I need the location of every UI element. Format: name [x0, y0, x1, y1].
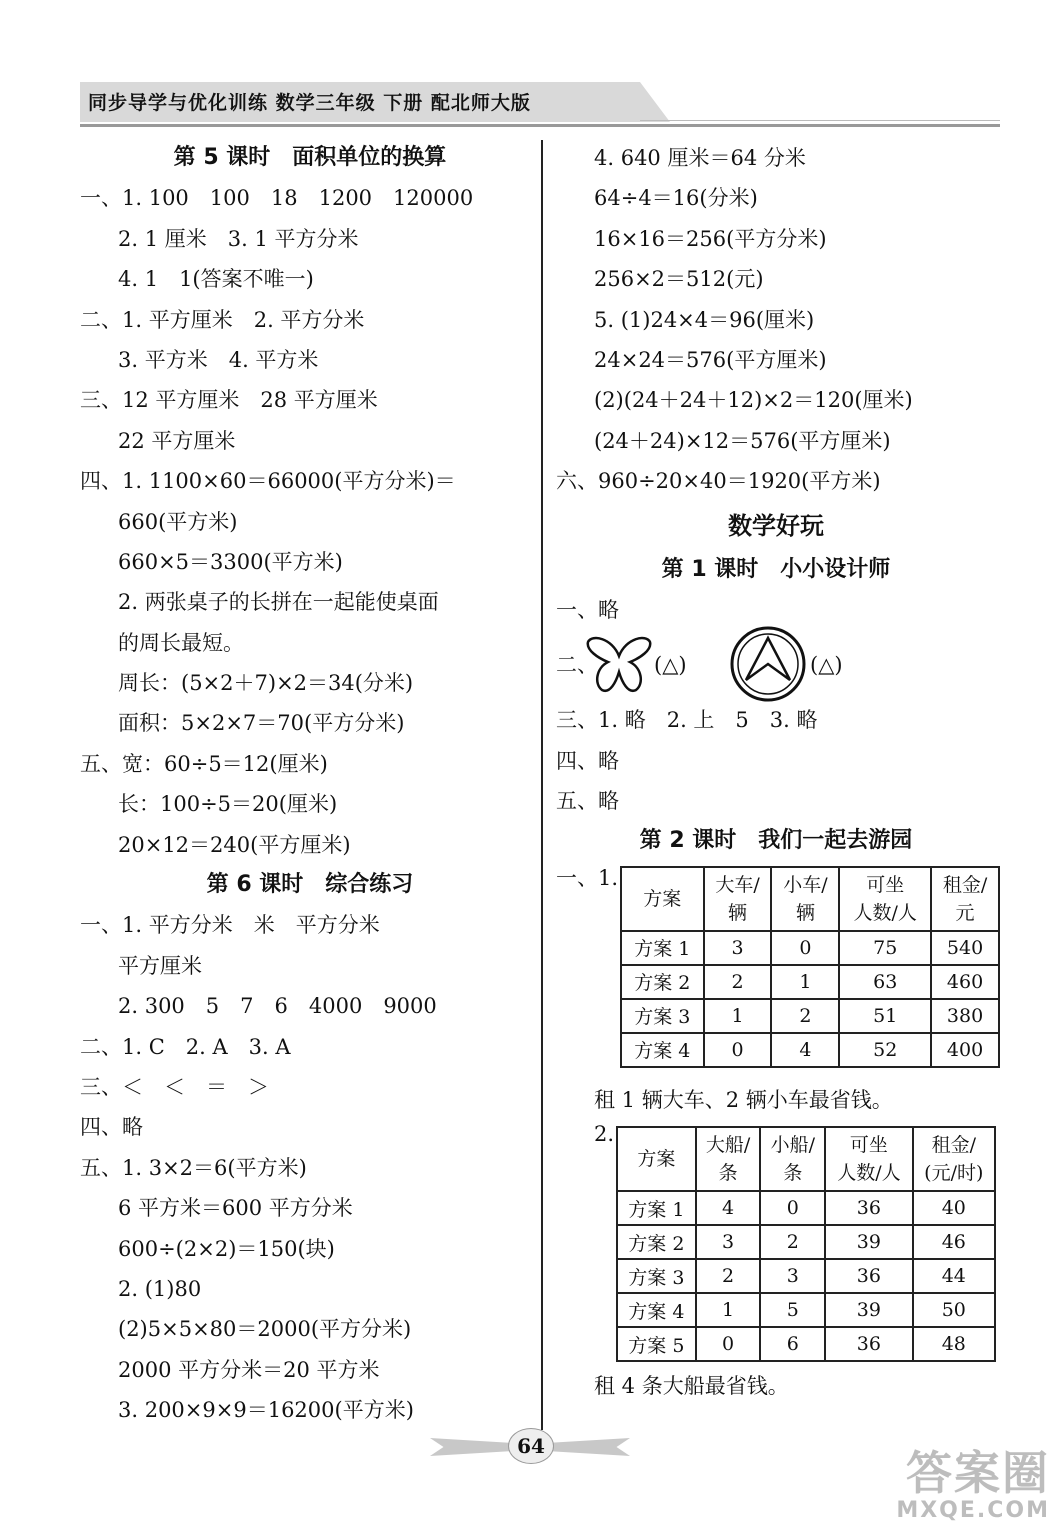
page-header	[80, 80, 1000, 126]
table-cell: 36	[825, 1259, 912, 1293]
table-cell: 方案 5	[617, 1327, 696, 1361]
table-header-cell: 租金/ 元	[931, 867, 999, 931]
answer-line: 6 平方米＝600 平方分米	[118, 1196, 353, 1221]
symmetry-answer-1: (△)	[654, 653, 687, 678]
answer-line: 3. 平方米 4. 平方米	[118, 347, 319, 372]
table-cell: 380	[931, 999, 999, 1033]
table-row	[617, 1259, 995, 1293]
header-title: 同步导学与优化训练 数学三年级 下册 配北师大版	[88, 92, 531, 114]
circle-arrow-icon	[728, 624, 808, 704]
table-cell: 540	[931, 931, 999, 965]
page-footer	[430, 1428, 630, 1464]
answer-line: 600÷(2×2)＝150(块)	[118, 1236, 335, 1261]
watermark-brand: 答案圈	[906, 1446, 1050, 1500]
table-header-cell: 小车/ 辆	[771, 867, 839, 931]
answer-line: (2)5×5×80＝2000(平方分米)	[118, 1317, 412, 1342]
answer-line: 租 1 辆大车、2 辆小车最省钱。	[594, 1087, 893, 1112]
page-number: 64	[508, 1428, 554, 1464]
answer-line: 租 4 条大船最省钱。	[594, 1374, 789, 1399]
table-cell: 1	[704, 999, 772, 1033]
table-header-cell: 大车/ 辆	[704, 867, 772, 931]
table-cell: 51	[839, 999, 931, 1033]
table2-block	[556, 1122, 996, 1356]
table-cell: 方案 3	[617, 1259, 696, 1293]
answer-line: 周长：(5×2＋7)×2＝34(分米)	[118, 671, 414, 696]
table-header-cell: 可坐 人数/人	[839, 867, 931, 931]
table-cell: 3	[696, 1225, 761, 1259]
table-header-cell: 方案	[621, 867, 704, 931]
answer-line: 3. 200×9×9＝16200(平方米)	[118, 1398, 414, 1423]
table-header-row	[621, 867, 999, 931]
table-cell: 1	[771, 965, 839, 999]
table-header-cell: 大船/ 条	[696, 1127, 761, 1191]
table-cell: 39	[825, 1293, 912, 1327]
answer-line: 三、12 平方厘米 28 平方厘米	[80, 388, 378, 413]
answer-line: 四、略	[80, 1115, 143, 1140]
answer-line: 一、略	[556, 597, 619, 622]
table-cell: 52	[839, 1033, 931, 1067]
answer-line: (2)(24＋24＋12)×2＝120(厘米)	[594, 388, 913, 413]
table-cell: 方案 1	[617, 1191, 696, 1225]
answer-line: 二、1. C 2. A 3. A	[80, 1034, 291, 1059]
table-cell: 63	[839, 965, 931, 999]
answer-line: 2000 平方分米＝20 平方米	[118, 1357, 380, 1382]
table-row	[617, 1327, 995, 1361]
answer-line: 五、1. 3×2＝6(平方米)	[80, 1155, 307, 1180]
answer-line: 22 平方厘米	[118, 428, 236, 453]
butterfly-icon	[584, 632, 654, 698]
left-column	[80, 138, 540, 1431]
answer-line: 二、	[556, 653, 598, 678]
table-row	[621, 1033, 999, 1067]
watermark-site: MXQE.COM	[896, 1498, 1050, 1523]
table-cell: 44	[913, 1259, 995, 1293]
answer-line: 五、宽：60÷5＝12(厘米)	[80, 751, 328, 776]
answer-line: 2. 1 厘米 3. 1 平方分米	[118, 226, 359, 251]
table-header-cell: 方案	[617, 1127, 696, 1191]
table-row	[621, 931, 999, 965]
footer-ribbon-left	[430, 1438, 520, 1456]
table-row	[621, 965, 999, 999]
table-cell: 方案 2	[621, 965, 704, 999]
answer-line: 2. (1)80	[118, 1276, 202, 1301]
table-cell: 方案 3	[621, 999, 704, 1033]
table-cell: 2	[760, 1225, 825, 1259]
answer-line: 660×5＝3300(平方米)	[118, 549, 343, 574]
answer-line: 64÷4＝16(分米)	[594, 186, 758, 211]
table-cell: 方案 4	[621, 1033, 704, 1067]
car-rental-table	[620, 866, 1000, 1068]
answer-line: 4. 1 1(答案不唯一)	[118, 267, 314, 292]
answer-line: 长：100÷5＝20(厘米)	[118, 792, 338, 817]
answer-line: 2. 两张桌子的长拼在一起能使桌面	[118, 590, 439, 615]
header-rule	[80, 124, 1000, 127]
table-cell: 3	[704, 931, 772, 965]
table-row	[617, 1191, 995, 1225]
lesson-title-fun-1: 第 1 课时 小小设计师	[661, 556, 891, 582]
table-cell: 4	[771, 1033, 839, 1067]
answer-line: 面积：5×2×7＝70(平方分米)	[118, 711, 405, 736]
answer-line: 平方厘米	[118, 953, 202, 978]
table-cell: 2	[696, 1259, 761, 1293]
answer-line: 三、1. 略 2. 上 5 3. 略	[556, 708, 818, 733]
answer-line: 一、1. 平方分米 米 平方分米	[80, 913, 380, 938]
table-cell: 方案 2	[617, 1225, 696, 1259]
table-cell: 48	[913, 1327, 995, 1361]
answer-line: 660(平方米)	[118, 509, 238, 534]
lesson-title-fun-2: 第 2 课时 我们一起去游园	[639, 828, 913, 854]
table-row	[621, 999, 999, 1033]
table-cell: 0	[760, 1191, 825, 1225]
table-cell: 400	[931, 1033, 999, 1067]
answer-line: 五、略	[556, 789, 619, 814]
table-cell: 40	[913, 1191, 995, 1225]
table-row	[617, 1225, 995, 1259]
table-cell: 1	[696, 1293, 761, 1327]
table-cell: 46	[913, 1225, 995, 1259]
column-divider	[541, 140, 543, 1430]
section-title-math-fun: 数学好玩	[728, 511, 824, 540]
right-column	[556, 138, 996, 1407]
answer-line: 4. 640 厘米＝64 分米	[594, 146, 806, 170]
table-header-row	[617, 1127, 995, 1191]
table-cell: 50	[913, 1293, 995, 1327]
table1-block	[556, 862, 996, 1062]
answer-line: 的周长最短。	[118, 630, 244, 655]
table-cell: 5	[760, 1293, 825, 1327]
table-header-cell: 租金/ (元/时)	[913, 1127, 995, 1191]
header-rule-thin	[640, 120, 1000, 121]
table-cell: 2	[704, 965, 772, 999]
answer-line: 256×2＝512(元)	[594, 267, 764, 292]
table-cell: 4	[696, 1191, 761, 1225]
table-cell: 0	[771, 931, 839, 965]
answer-line: 四、略	[556, 748, 619, 773]
answer-line: 二、1. 平方厘米 2. 平方分米	[80, 307, 365, 332]
lesson-title-5: 第 5 课时 面积单位的换算	[173, 145, 447, 170]
table2-label: 2.	[594, 1122, 615, 1147]
table-cell: 0	[696, 1327, 761, 1361]
answer-line: 20×12＝240(平方厘米)	[118, 832, 351, 857]
table-cell: 方案 4	[617, 1293, 696, 1327]
table-cell: 36	[825, 1191, 912, 1225]
table-cell: 方案 1	[621, 931, 704, 965]
table-cell: 0	[704, 1033, 772, 1067]
answer-line: 24×24＝576(平方厘米)	[594, 347, 827, 372]
answer-line: 5. (1)24×4＝96(厘米)	[594, 307, 815, 332]
symmetry-answer-2: (△)	[810, 653, 843, 678]
answer-line: 六、960÷20×40＝1920(平方米)	[556, 469, 881, 494]
table-header-cell: 小船/ 条	[760, 1127, 825, 1191]
answer-line: 四、1. 1100×60＝66000(平方分米)＝	[80, 469, 456, 494]
boat-rental-table	[616, 1126, 996, 1362]
answer-line: (24＋24)×12＝576(平方厘米)	[594, 428, 891, 453]
table1-label: 一、1.	[556, 865, 619, 890]
lesson-title-6: 第 6 课时 综合练习	[206, 872, 414, 898]
table-cell: 36	[825, 1327, 912, 1361]
answer-line: 三、＜ ＜ ＝ ＞	[80, 1074, 269, 1099]
watermark	[880, 1448, 1050, 1528]
table-cell: 2	[771, 999, 839, 1033]
table-row	[617, 1293, 995, 1327]
table-cell: 460	[931, 965, 999, 999]
table-cell: 39	[825, 1225, 912, 1259]
answer-line: 2. 300 5 7 6 4000 9000	[118, 994, 437, 1019]
answer-line: 一、1. 100 100 18 1200 120000	[80, 186, 474, 211]
table-cell: 75	[839, 931, 931, 965]
table-header-cell: 可坐 人数/人	[825, 1127, 912, 1191]
figures-row	[556, 630, 996, 700]
answer-line: 16×16＝256(平方分米)	[594, 226, 827, 251]
table-cell: 3	[760, 1259, 825, 1293]
table-cell: 6	[760, 1327, 825, 1361]
